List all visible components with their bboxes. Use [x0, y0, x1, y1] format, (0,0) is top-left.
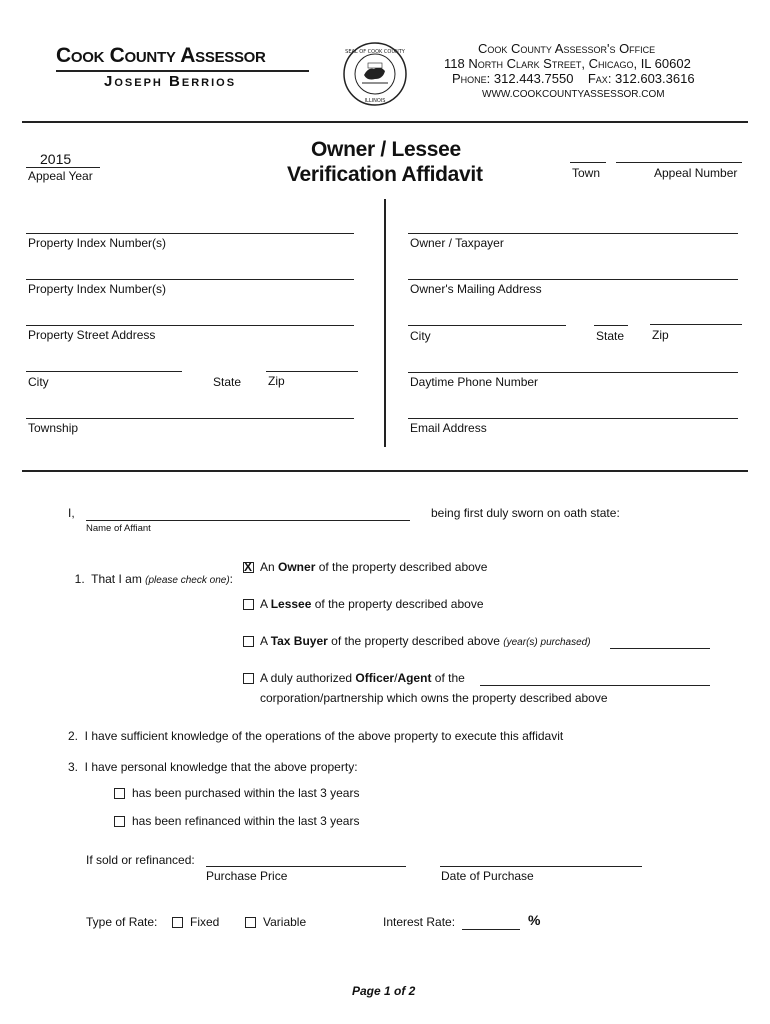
purchase-date-line[interactable]	[440, 866, 642, 867]
fixed-label: Fixed	[190, 915, 220, 929]
email-line[interactable]	[408, 418, 738, 419]
town-line[interactable]	[570, 162, 606, 163]
item1-text: 1. That I am (please check one):	[74, 572, 233, 586]
svg-text:SEAL OF COOK COUNTY: SEAL OF COOK COUNTY	[345, 49, 405, 55]
office-name: Joseph Berrios	[104, 73, 237, 90]
office-title: Cook County Assessor	[56, 44, 266, 67]
owner-zip-line[interactable]	[650, 324, 742, 325]
county-seal-icon	[342, 41, 408, 107]
street-label: Property Street Address	[28, 328, 156, 342]
mailing-label: Owner's Mailing Address	[410, 282, 542, 296]
lessee-checkbox[interactable]	[243, 599, 254, 610]
email-label: Email Address	[410, 421, 487, 435]
refinanced-checkbox[interactable]	[114, 816, 125, 827]
property-zip-label: Zip	[268, 374, 285, 388]
percent-sign: %	[528, 912, 541, 928]
variable-label: Variable	[263, 915, 307, 929]
owner-state-line[interactable]	[594, 325, 628, 326]
corporation-name-line[interactable]	[480, 685, 710, 686]
section-rule	[22, 470, 748, 472]
property-city-line[interactable]	[26, 371, 182, 372]
purchase-date-label: Date of Purchase	[441, 869, 534, 883]
owner-label: Owner / Taxpayer	[410, 236, 504, 250]
item3-text: 3. I have personal knowledge that the above property:	[68, 760, 358, 774]
appeal-number-line[interactable]	[616, 162, 742, 163]
owner-checkbox[interactable]	[243, 562, 254, 573]
column-divider	[384, 199, 386, 447]
interest-rate-label: Interest Rate:	[383, 915, 456, 929]
purchase-price-label: Purchase Price	[206, 869, 288, 883]
street-line[interactable]	[26, 325, 354, 326]
pin2-label: Property Index Number(s)	[28, 282, 167, 296]
variable-checkbox[interactable]	[245, 917, 256, 928]
owner-city-line[interactable]	[408, 325, 566, 326]
appeal-year-line	[26, 167, 100, 168]
form-title-line2: Verification Affidavit	[287, 163, 483, 186]
town-label: Town	[572, 166, 601, 180]
option-owner-label: An Owner of the property described above	[260, 560, 488, 574]
appeal-year-value[interactable]: 2015	[40, 151, 72, 167]
pin1-line[interactable]	[26, 233, 354, 234]
owner-city-label: City	[410, 329, 431, 343]
tax-buyer-checkbox[interactable]	[243, 636, 254, 647]
form-title-line1: Owner / Lessee	[311, 138, 461, 161]
affiant-name-label: Name of Affiant	[86, 523, 151, 534]
option-lessee-label: A Lessee of the property described above	[260, 597, 484, 611]
owner-zip-label: Zip	[652, 328, 669, 342]
phone-fax: Phone: 312.443.7550 Fax: 312.603.3616	[452, 71, 695, 86]
officer-agent-checkbox[interactable]	[243, 673, 254, 684]
page-number: Page 1 of 2	[352, 984, 416, 998]
phone-line[interactable]	[408, 372, 738, 373]
phone-label: Daytime Phone Number	[410, 375, 539, 389]
affiant-name-line[interactable]	[86, 520, 410, 521]
township-line[interactable]	[26, 418, 354, 419]
refinanced-label: has been refinanced within the last 3 years	[132, 814, 360, 828]
township-label: Township	[28, 421, 79, 435]
office-title-rule	[56, 70, 309, 72]
option-officer-label: A duly authorized Officer/Agent of the	[260, 671, 465, 685]
property-zip-line[interactable]	[266, 371, 358, 372]
purchased-checkbox[interactable]	[114, 788, 125, 799]
option-officer-label-line2: corporation/partnership which owns the property described above	[260, 691, 608, 705]
owner-line[interactable]	[408, 233, 738, 234]
purchase-price-line[interactable]	[206, 866, 406, 867]
fixed-checkbox[interactable]	[172, 917, 183, 928]
svg-text:ILLINOIS: ILLINOIS	[364, 98, 386, 104]
sworn-text: being first duly sworn on oath state:	[431, 506, 620, 520]
pin2-line[interactable]	[26, 279, 354, 280]
address-street: 118 North Clark Street, Chicago, IL 60602	[444, 56, 691, 71]
interest-rate-line[interactable]	[462, 929, 520, 930]
affiant-i-label: I,	[68, 506, 75, 520]
appeal-year-label: Appeal Year	[28, 169, 93, 183]
purchased-label: has been purchased within the last 3 years	[132, 786, 360, 800]
website: WWW.COOKCOUNTYASSESSOR.COM	[482, 89, 665, 100]
sold-label: If sold or refinanced:	[86, 853, 195, 867]
header-rule	[22, 121, 748, 123]
rate-type-label: Type of Rate:	[86, 915, 158, 929]
appeal-number-label: Appeal Number	[654, 166, 738, 180]
address-title: Cook County Assessor's Office	[478, 41, 656, 56]
mailing-line[interactable]	[408, 279, 738, 280]
owner-state-label: State	[596, 329, 625, 343]
property-state-label: State	[213, 375, 242, 389]
option-tax-buyer-label: A Tax Buyer of the property described above (year(s) purchased)	[260, 634, 591, 648]
tax-years-line[interactable]	[610, 648, 710, 649]
property-city-label: City	[28, 375, 49, 389]
pin1-label: Property Index Number(s)	[28, 236, 167, 250]
item2-text: 2. I have sufficient knowledge of the operations of the above property to execute this affidavit	[68, 729, 564, 743]
